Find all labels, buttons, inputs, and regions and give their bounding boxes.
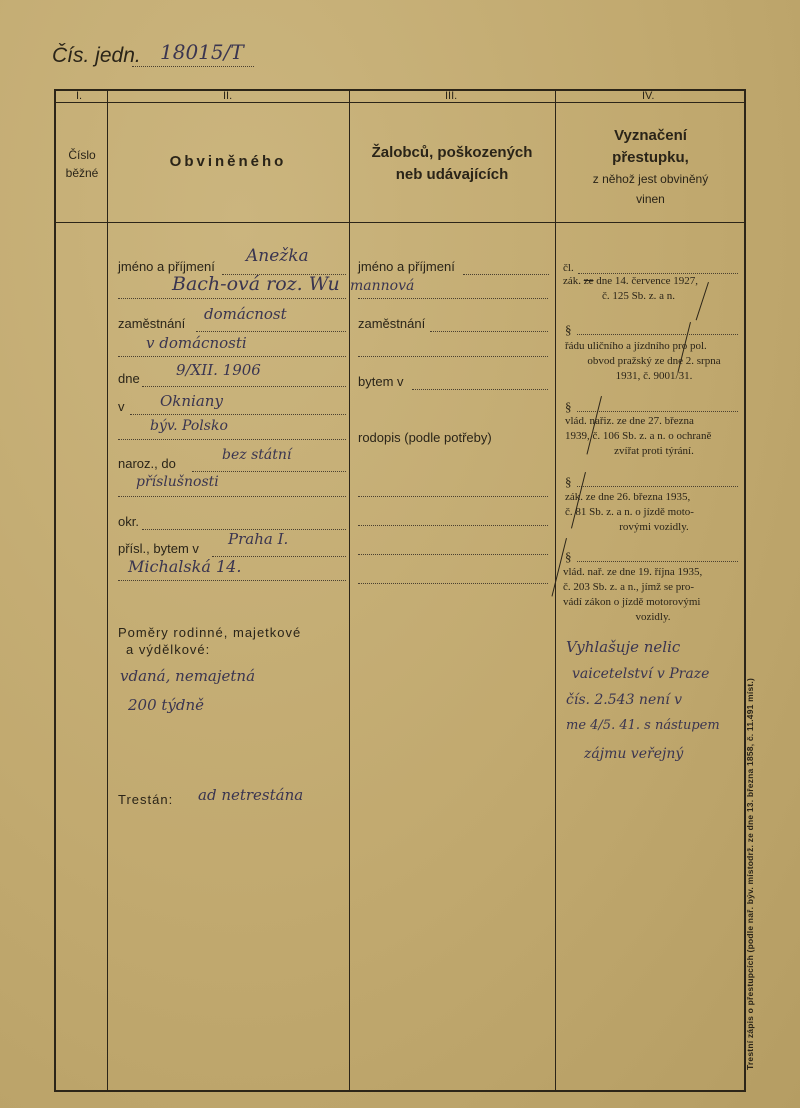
col1-numeral: I. bbox=[76, 90, 83, 102]
column-divider-1 bbox=[107, 89, 108, 1092]
defendant-jurisdiction-1: bez státní bbox=[222, 447, 292, 463]
dotted-line bbox=[358, 356, 548, 357]
col3-numeral: III. bbox=[445, 90, 458, 102]
col4-numeral: IV. bbox=[642, 90, 655, 102]
dotted-line bbox=[130, 414, 346, 415]
defendant-record-value: ad netrestána bbox=[198, 786, 304, 804]
col4-header-line1: Vyznačení bbox=[614, 127, 687, 144]
offense-traffic-rules bbox=[565, 339, 743, 384]
dotted-line bbox=[430, 331, 548, 332]
defendant-birth-date-label: dne bbox=[118, 371, 140, 386]
col1-header-line1: Číslo bbox=[68, 148, 96, 162]
defendant-residence-label: přísl., bytem v bbox=[118, 541, 199, 556]
offense-motor-vehicles-2: č. 81 Sb. z. a n. o jízdě moto- bbox=[565, 506, 694, 518]
defendant-first-name: Anežka bbox=[246, 246, 309, 266]
offense-note-1: Vyhlašuje nelic bbox=[566, 638, 681, 656]
defendant-circumstances-label-2: a výdělkové: bbox=[126, 642, 211, 657]
offense-law-1927-number: č. 125 Sb. z. a n. bbox=[602, 290, 676, 302]
offense-motor-regulation-4: vozidly. bbox=[635, 611, 671, 623]
offense-motor-vehicles-3: rovými vozidly. bbox=[619, 521, 689, 533]
offense-note-5: zájmu veřejný bbox=[584, 746, 684, 762]
dotted-line bbox=[196, 331, 346, 332]
offense-law-struck: ze bbox=[583, 275, 594, 287]
defendant-occupation-2: v domácnosti bbox=[146, 334, 247, 352]
defendant-residence-2: Michalská 14. bbox=[128, 557, 242, 576]
offense-note-3: čís. 2.543 není v bbox=[566, 692, 683, 708]
dotted-line bbox=[577, 334, 738, 335]
plaintiff-genealogy-label: rodopis (podle potřeby) bbox=[358, 430, 492, 445]
dotted-line bbox=[118, 439, 346, 440]
offense-section-3: § bbox=[565, 474, 572, 489]
offense-law-1927 bbox=[563, 275, 698, 287]
dotted-line bbox=[118, 496, 346, 497]
dotted-line bbox=[577, 486, 738, 487]
defendant-circumstances-2: 200 týdně bbox=[128, 696, 205, 714]
defendant-jurisdiction-2: příslušnosti bbox=[136, 474, 219, 490]
header-row-line bbox=[54, 222, 746, 223]
offense-motor-vehicles-1: zák. ze dne 26. března 1935, bbox=[565, 491, 691, 503]
defendant-jurisdiction-label: naroz., do bbox=[118, 456, 176, 471]
dotted-line bbox=[358, 554, 548, 555]
dotted-line bbox=[578, 273, 738, 274]
col1-header-line2: běžné bbox=[65, 166, 99, 180]
col3-header-line2: neb udávajících bbox=[395, 166, 509, 183]
plaintiff-name-continued: mannová bbox=[350, 278, 415, 294]
dotted-line bbox=[118, 298, 346, 299]
defendant-birthplace-2: býv. Polsko bbox=[150, 418, 228, 434]
col2-numeral: II. bbox=[223, 90, 233, 102]
dotted-line bbox=[358, 496, 548, 497]
file-number-line bbox=[132, 66, 254, 67]
dotted-line bbox=[118, 580, 346, 581]
defendant-circumstances-label-1: Poměry rodinné, majetkové bbox=[118, 625, 302, 640]
offense-section-2: § bbox=[565, 399, 572, 414]
defendant-occupation-1: domácnost bbox=[204, 305, 287, 323]
col4-header-line3: z něhož jest obviněný bbox=[592, 172, 709, 186]
offense-section-4: § bbox=[565, 549, 572, 564]
offense-traffic-rules-3: 1931, č. 9001/31. bbox=[615, 370, 693, 382]
plaintiff-name-label: jméno a příjmení bbox=[358, 259, 455, 274]
offense-traffic-rules-2: obvod pražský ze dne 2. srpna bbox=[587, 355, 721, 367]
column-divider-2 bbox=[349, 89, 350, 1092]
offense-section-1: § bbox=[565, 322, 572, 337]
offense-motor-regulation bbox=[563, 565, 743, 625]
dotted-line bbox=[463, 274, 549, 275]
col2-header: Obviněného bbox=[169, 153, 287, 170]
defendant-district-label: okr. bbox=[118, 514, 139, 529]
offense-animal-protection-1: vlád. nařiz. ze dne 27. března bbox=[565, 415, 694, 427]
offense-animal-protection-3: zvířat proti týrání. bbox=[614, 445, 694, 457]
col4-header bbox=[556, 125, 745, 209]
plaintiff-occupation-label: zaměstnání bbox=[358, 316, 426, 331]
file-number-value: 18015/T bbox=[160, 40, 244, 64]
offense-note-2: vaicetelství v Praze bbox=[572, 666, 710, 682]
dotted-line bbox=[358, 583, 548, 584]
col4-header-line2: přestupku, bbox=[612, 149, 689, 166]
numeral-row-line bbox=[54, 102, 746, 103]
offense-motor-regulation-3: vádí zákon o jízdě motorovými bbox=[563, 596, 701, 608]
offense-law-prefix: zák. bbox=[563, 275, 582, 287]
offense-motor-vehicles bbox=[565, 490, 743, 535]
offense-note-4: me 4/5. 41. s nástupem bbox=[566, 718, 720, 733]
col1-header bbox=[58, 146, 106, 182]
defendant-birth-date: 9/XII. 1906 bbox=[176, 361, 261, 379]
defendant-occupation-label: zaměstnání bbox=[118, 316, 186, 331]
plaintiff-address-label: bytem v bbox=[358, 374, 404, 389]
defendant-circumstances-1: vdaná, nemajetná bbox=[120, 667, 256, 685]
offense-animal-protection-2: 1939, č. 106 Sb. z. a n. o ochraně bbox=[565, 430, 712, 442]
dotted-line bbox=[118, 356, 346, 357]
dotted-line bbox=[192, 471, 346, 472]
offense-motor-regulation-1: vlád. nař. ze dne 19. října 1935, bbox=[563, 566, 703, 578]
defendant-residence-1: Praha I. bbox=[228, 530, 289, 548]
offense-law-date: dne 14. července 1927, bbox=[596, 275, 698, 287]
defendant-birthplace-1: Okniany bbox=[160, 392, 223, 410]
defendant-birthplace-label: v bbox=[118, 399, 125, 414]
dotted-line bbox=[358, 525, 548, 526]
offense-motor-regulation-2: č. 203 Sb. z. a n., jímž se pro- bbox=[563, 581, 695, 593]
file-number-label: Čís. jedn. bbox=[52, 44, 141, 67]
defendant-surname: Bach-ová roz. Wu bbox=[172, 273, 340, 295]
dotted-line bbox=[577, 411, 738, 412]
defendant-record-label: Trestán: bbox=[118, 792, 174, 807]
form-side-caption: Trestní zápis o přestupcích (podle nař. býv. místodrž. ze dne 13. března 1858, č. 11.491 míst.) bbox=[745, 677, 755, 1070]
column-divider-3 bbox=[555, 89, 556, 1092]
dotted-line bbox=[412, 389, 548, 390]
col3-header-line1: Žalobců, poškozených bbox=[371, 144, 533, 161]
col4-header-line4: vinen bbox=[636, 192, 665, 206]
dotted-line bbox=[358, 298, 548, 299]
offense-traffic-rules-1: řádu uličního a jízdního pro pol. bbox=[565, 340, 707, 352]
offense-article-label: čl. bbox=[563, 262, 574, 274]
col3-header bbox=[350, 142, 554, 186]
dotted-line bbox=[577, 561, 738, 562]
defendant-name-label: jméno a příjmení bbox=[118, 259, 215, 274]
dotted-line bbox=[142, 386, 346, 387]
